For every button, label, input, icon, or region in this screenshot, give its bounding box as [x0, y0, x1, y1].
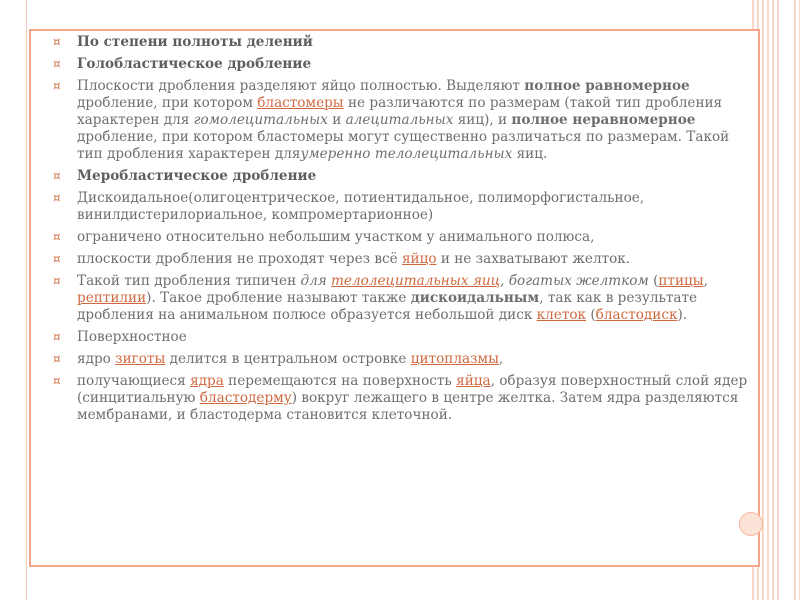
bullet-icon: ¤ [53, 252, 61, 266]
text-run: Меробластическое дробление [77, 168, 317, 184]
text-run: алецитальных [345, 112, 454, 128]
list-item-text [77, 56, 311, 72]
text-run: ядро [77, 351, 116, 367]
text-run: ( [648, 273, 659, 289]
bullet-icon: ¤ [53, 352, 61, 366]
text-run: получающиеся [77, 373, 191, 389]
text-link[interactable]: ядра [190, 373, 224, 389]
list-item [53, 34, 753, 51]
text-run: , богатых желтком [500, 273, 649, 289]
text-run: полное равномерное [524, 78, 690, 94]
text-link[interactable]: бластодерму [199, 390, 292, 406]
text-run: ( [586, 307, 596, 323]
text-link[interactable]: телолецитальных яиц [331, 273, 501, 289]
text-run: дискоидальным [410, 290, 540, 306]
list-item-text [77, 190, 644, 223]
list-item-text [77, 373, 747, 423]
bullet-icon: ¤ [53, 230, 61, 244]
list-item [53, 351, 753, 368]
list-item-text [77, 34, 313, 50]
text-link[interactable]: бластодиск [595, 307, 678, 323]
list-item-text [77, 329, 187, 345]
text-run: Плоскости дробления разделяют яйцо полностью. Выделяют [77, 78, 525, 94]
text-link[interactable]: яйца [456, 373, 491, 389]
bullet-icon: ¤ [53, 35, 61, 49]
bullet-icon: ¤ [53, 169, 61, 183]
text-run: дробление, при котором бластомеры могут существенно различаться по размерам. Такой тип дробления характерен для [77, 129, 730, 162]
text-run: , [703, 273, 708, 289]
slide-content-box [29, 29, 760, 567]
text-run: полное неравномерное [511, 112, 696, 128]
text-run: яиц. [512, 146, 548, 162]
list-item-text [77, 229, 594, 245]
right-edge-stripes [794, 0, 800, 600]
bullet-icon: ¤ [53, 330, 61, 344]
text-run: для [300, 273, 332, 289]
text-run: и не захватывают желток. [436, 251, 631, 267]
list-item [53, 168, 753, 185]
text-run: Поверхностное [77, 329, 187, 345]
bullet-icon: ¤ [53, 79, 61, 93]
text-run: умеренно телолецитальных [300, 146, 513, 162]
text-run: плоскости дробления не проходят через всё [77, 251, 402, 267]
text-run: Такой тип дробления типичен [77, 273, 301, 289]
text-run: Голобластическое дробление [77, 56, 312, 72]
text-link[interactable]: яйцо [401, 251, 437, 267]
bullet-icon: ¤ [53, 57, 61, 71]
list-item [53, 78, 753, 163]
list-item [53, 229, 753, 246]
bullet-icon: ¤ [53, 374, 61, 388]
text-run: , образуя поверхностный слой ядер (синцитиальную [77, 373, 748, 406]
list-item-text [77, 351, 503, 367]
list-item-text [77, 78, 729, 162]
text-run: и [327, 112, 346, 128]
text-run: , [498, 351, 504, 367]
text-run: перемещаются на поверхность [223, 373, 457, 389]
list-item [53, 373, 753, 424]
list-item [53, 273, 753, 324]
text-run: яиц), и [453, 112, 512, 128]
text-link[interactable]: бластомеры [257, 95, 344, 111]
list-item-text [77, 168, 316, 184]
text-run: По степени полноты делений [77, 34, 313, 50]
text-run: ). [677, 307, 688, 323]
list-item [53, 56, 753, 73]
left-margin-frame [0, 0, 27, 600]
text-run: делится в центральном островке [165, 351, 411, 367]
decorative-circle [739, 512, 763, 536]
text-run: не различаются по размерам (такой тип дробления характерен для [77, 95, 723, 128]
text-link[interactable]: зиготы [115, 351, 166, 367]
bullet-list [53, 34, 753, 429]
list-item [53, 251, 753, 268]
text-link[interactable]: цитоплазмы [410, 351, 499, 367]
list-item-text [77, 251, 630, 267]
text-link[interactable]: рептилии [77, 290, 147, 306]
list-item [53, 329, 753, 346]
text-run: Дискоидальное(олигоцентрическое, потиентидальное, полиморфогистальное, винилдистерилориальное, компромертарионное) [77, 190, 645, 223]
bullet-icon: ¤ [53, 274, 61, 288]
text-run: дробление, при котором [77, 95, 258, 111]
text-run: ) вокруг лежащего в центре желтка. Затем ядра разделяются мембранами, и бластодерма становится клеточной. [77, 390, 739, 423]
text-run: ). Такое дробление называют также [146, 290, 411, 306]
bullet-icon: ¤ [53, 191, 61, 205]
text-run: гомолецитальных [193, 112, 328, 128]
list-item-text [77, 273, 708, 323]
text-link[interactable]: клеток [536, 307, 587, 323]
list-item [53, 190, 753, 224]
text-link[interactable]: птицы [658, 273, 704, 289]
text-run: ограничено относительно небольшим участком у анимального полюса, [77, 229, 595, 245]
text-run: , так как в результате дробления на анимальном полюсе образуется небольшой диск [77, 290, 698, 323]
